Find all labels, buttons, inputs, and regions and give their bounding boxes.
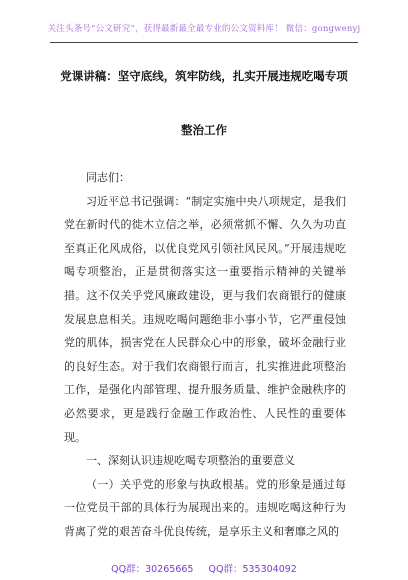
- paragraph-2: （一）关乎党的形象与执政根基。党的形象是通过每一位党员干部的具体行为展现出来的。违规吃喝这种行为背离了党的艰苦奋斗优良传统，是享乐主义和奢靡之风的: [64, 477, 346, 538]
- document-body: [64, 166, 346, 544]
- footer-qq-group-1: QQ群：30265665: [111, 564, 194, 575]
- footer-qq-group-2: QQ群：535304092: [208, 564, 297, 575]
- paragraph-1: 习近平总书记强调：“制定实施中央八项规定，是我们党在新时代的徙木立信之举，必须常抓不懈、久久为功直至真正化风成俗，以优良党风引领社风民风。”开展违规吃喝专项整治，正是贯彻落实这一重要指示精神的关键举措。这不仅关乎党风廉政建设，更与我们农商银行的健康发展息息相关。违规吃喝问题绝非小事小节，它严重侵蚀党的肌体，损害党在人民群众心中的形象，破坏金融行业的良好生态。对于我们农商银行而言，扎实推进此项整治工作，是强化内部管理、提升服务质量、维护金融秩序的必然要求，更是践行金融工作政治性、人民性的重要体现。: [64, 194, 346, 444]
- document-title-line1: 党课讲稿：坚守底线，筑牢防线，扎实开展违规吃喝专项: [60, 69, 348, 83]
- header-divider: [50, 42, 358, 43]
- header-banner: 关注头条号“公文研究”，获得最新最全最专业的公文资料库！ 微信：gongwenyj: [47, 24, 361, 34]
- document-title-line2: 整治工作: [181, 123, 227, 137]
- greeting: 同志们：: [86, 171, 130, 184]
- footer-banner: [0, 561, 408, 575]
- section-heading: 一、深刻认识违规吃喝专项整治的重要意义: [86, 454, 295, 468]
